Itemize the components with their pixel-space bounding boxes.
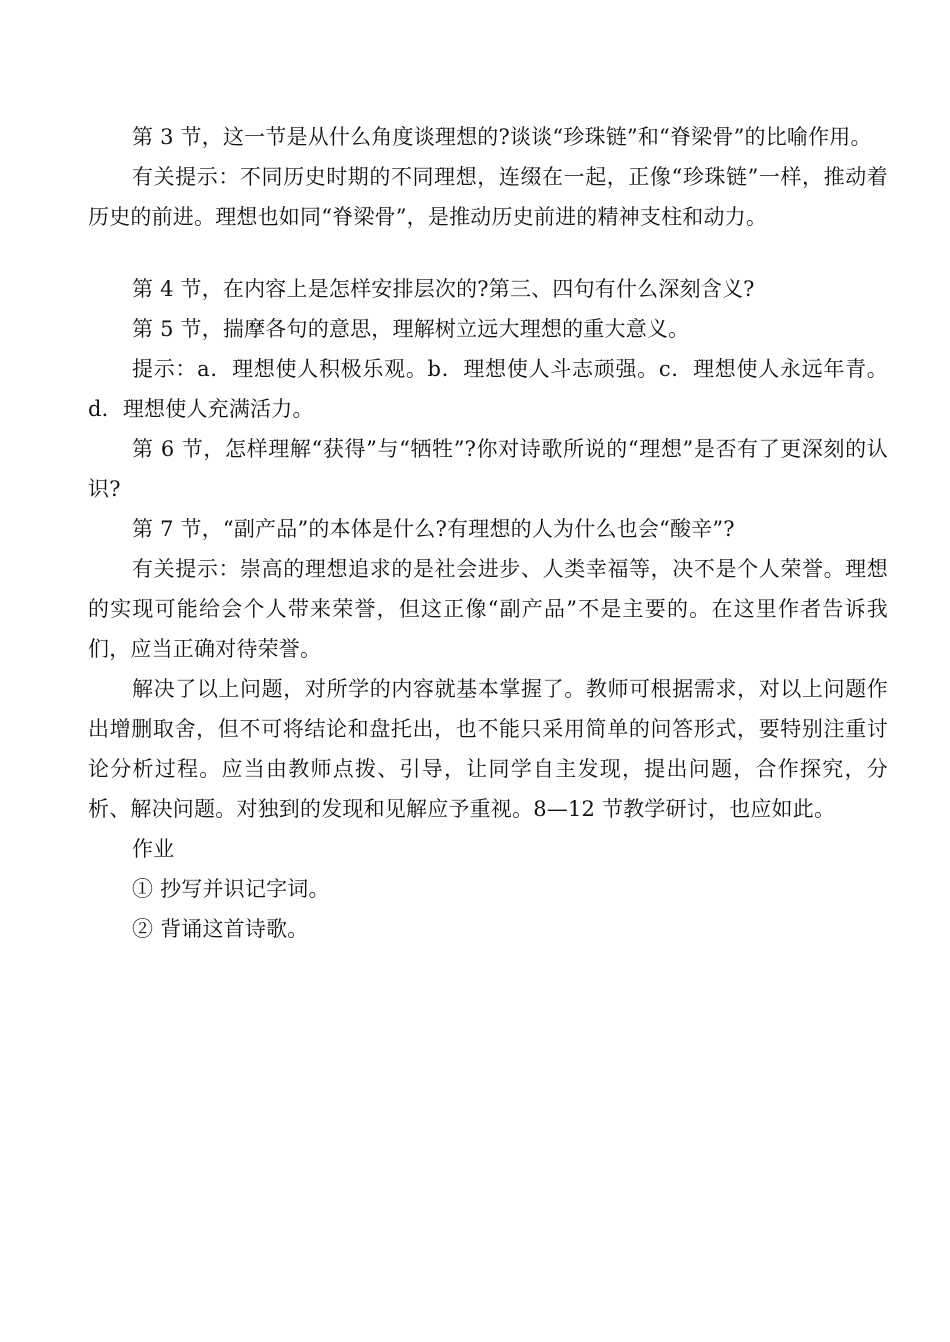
paragraph-gap [88, 237, 888, 269]
paragraph-teaching-summary: 解决了以上问题，对所学的内容就基本掌握了。教师可根据需求，对以上问题作出增删取舍，但不可将结论和盘托出，也不能只采用简单的问答形式，要特别注重讨论分析过程。应当由教师点拨、引导，让同学自主发现，提出问题，合作探究，分析、解决问题。对独到的发现和见解应予重视。8—12 节教学研讨，也应如此。 [88, 677, 888, 821]
document-page [88, 117, 888, 949]
paragraph-section-7-hint: 有关提示：崇高的理想追求的是社会进步、人类幸福等，决不是个人荣誉。理想的实现可能给会个人带来荣誉，但这正像“副产品”不是主要的。在这里作者告诉我们，应当正确对待荣誉。 [88, 557, 888, 661]
paragraph-section-7-question: 第 7 节，“副产品”的本体是什么?有理想的人为什么也会“酸辛”? [132, 517, 735, 541]
homework-item-2: ② 背诵这首诗歌。 [132, 917, 309, 941]
homework-heading: 作业 [132, 837, 175, 861]
paragraph-section-3-question: 第 3 节，这一节是从什么角度谈理想的?谈谈“珍珠链”和“脊梁骨”的比喻作用。 [132, 125, 872, 149]
paragraph-section-3-hint: 有关提示：不同历史时期的不同理想，连缀在一起，正像“珍珠链”一样，推动着历史的前进。理想也如同“脊梁骨”，是推动历史前进的精神支柱和动力。 [88, 165, 888, 229]
homework-item-1: ① 抄写并识记字词。 [132, 877, 330, 901]
paragraph-section-6-question: 第 6 节，怎样理解“获得”与“牺牲”?你对诗歌所说的“理想”是否有了更深刻的认识? [88, 437, 888, 501]
paragraph-section-4-question: 第 4 节，在内容上是怎样安排层次的?第三、四句有什么深刻含义? [132, 277, 755, 301]
paragraph-section-5-question: 第 5 节，揣摩各句的意思，理解树立远大理想的重大意义。 [132, 317, 690, 341]
paragraph-section-5-hint: 提示：a．理想使人积极乐观。b．理想使人斗志顽强。c．理想使人永远年青。d．理想使人充满活力。 [88, 357, 888, 421]
